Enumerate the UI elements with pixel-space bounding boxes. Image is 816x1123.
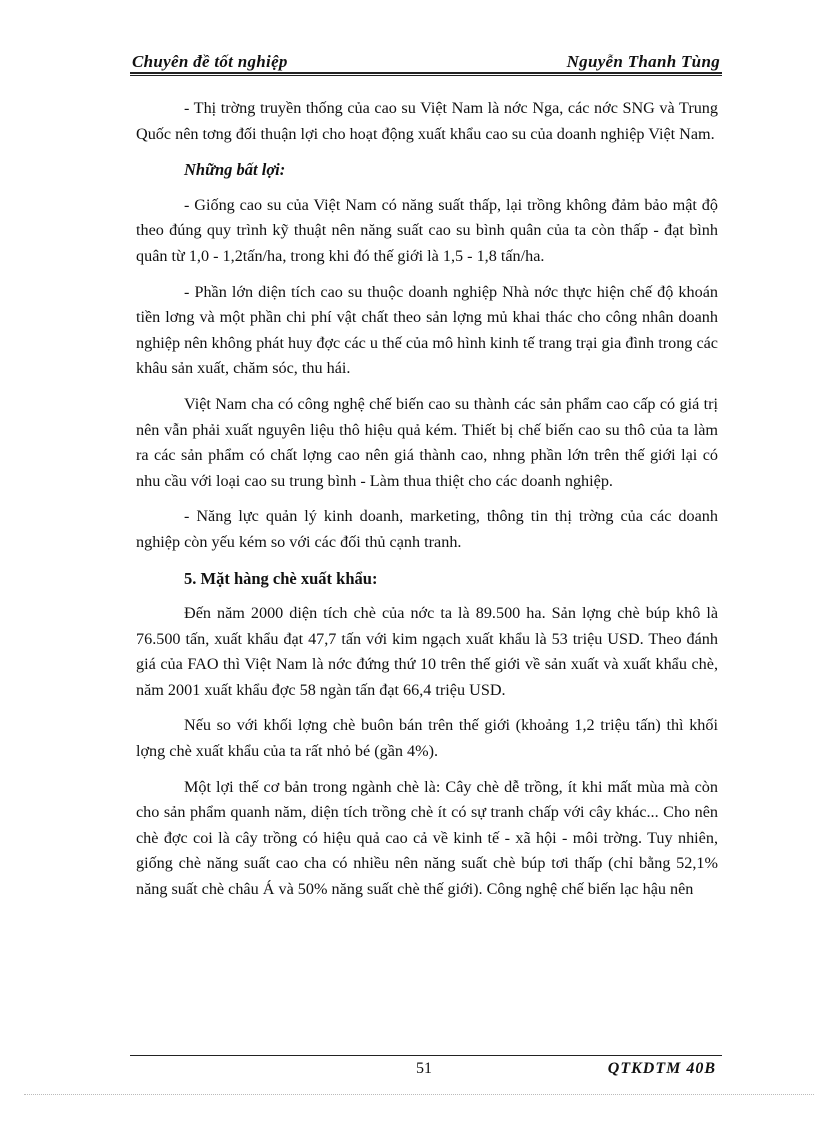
paragraph: - Phần lớn diện tích cao su thuộc doanh nghiệp Nhà nớc thực hiện chế độ khoán tiền lơng và một phần chi phí vật chất theo sản lợng mủ khai thác cho công nhân doanh nghiệp nên không phát huy đợc các u thế của mô hình kinh tế trang trại gia đình trong các khâu sản xuất, chăm sóc, thu hái. [136, 282, 718, 378]
page-number: 51 [416, 1060, 432, 1077]
footer-rule [130, 1055, 722, 1056]
page-footer [130, 1060, 722, 1082]
paragraph: Nếu so với khối lợng chè buôn bán trên thế giới (khoảng 1,2 triệu tấn) thì khối lợng chè xuất khẩu của ta rất nhỏ bé (gần 4%). [136, 716, 718, 761]
paragraph: - Năng lực quản lý kinh doanh, marketing, thông tin thị trờng của các doanh nghiệp còn yếu kém so với các đối thủ cạnh tranh. [136, 507, 718, 551]
page-edge-divider [24, 1094, 814, 1095]
subheading-disadvantages: Những bất lợi: [184, 160, 286, 180]
paragraph: Đến năm 2000 diện tích chè của nớc ta là 89.500 ha. Sản lợng chè búp khô là 76.500 tấn, xuất khẩu đạt 47,7 tấn với kim ngạch xuất khẩu là 53 triệu USD. Theo đánh giá của FAO thì Việt Nam là nớc đứng thứ 10 trên thế giới về sản xuất và xuất khẩu chè, năm 2001 xuất khẩu đợc 58 ngàn tấn đạt 66,4 triệu USD. [136, 604, 718, 699]
paragraph: - Thị trờng truyền thống của cao su Việt Nam là nớc Nga, các nớc SNG và Trung Quốc nên tơng đối thuận lợi cho hoạt động xuất khẩu cao su của doanh nghiệp Việt Nam. [136, 99, 718, 143]
header-rule [130, 72, 722, 76]
paragraph: Một lợi thế cơ bản trong ngành chè là: Cây chè dễ trồng, ít khi mất mùa mà còn cho sản phẩm quanh năm, diện tích trồng chè ít có sự tranh chấp với cây khác... Cho nên chè đợc coi là cây trồng có hiệu quả cao cả về kinh tế - xã hội - môi trờng. Tuy nhiên, giống chè năng suất cao cha có nhiều nên năng suất chè búp tơi thấp (chỉ bằng 52,1% năng suất chè châu Á và 50% năng suất chè thế giới). Công nghệ chế biến lạc hậu nên [136, 777, 718, 899]
footer-code: QTKDTM 40B [607, 1060, 716, 1077]
header-author: Nguyễn Thanh Tùng [566, 52, 720, 71]
header-title: Chuyên đề tốt nghiệp [132, 52, 288, 71]
page-header [132, 52, 720, 74]
paragraph: Việt Nam cha có công nghệ chế biến cao su thành các sản phẩm cao cấp có giá trị nên vẫn phải xuất nguyên liệu thô hiệu quả kém. Thiết bị chế biến cao su thô của ta làm ra các sản phẩm có chất lợng cao nên giá thành cao, nhng phần lớn trên thế giới lại có nhu cầu với loại cao su trung bình - Làm thua thiệt cho các doanh nghiệp. [136, 394, 718, 490]
page-body [136, 96, 718, 913]
paragraph: - Giống cao su của Việt Nam có năng suất thấp, lại trồng không đảm bảo mật độ theo đúng quy trình kỹ thuật nên năng suất cao su bình quân của ta còn thấp - đạt bình quân từ 1,0 - 1,2tấn/ha, trong khi đó thế giới là 1,5 - 1,8 tấn/ha. [136, 195, 718, 265]
section-heading: 5. Mặt hàng chè xuất khẩu: [184, 568, 378, 588]
